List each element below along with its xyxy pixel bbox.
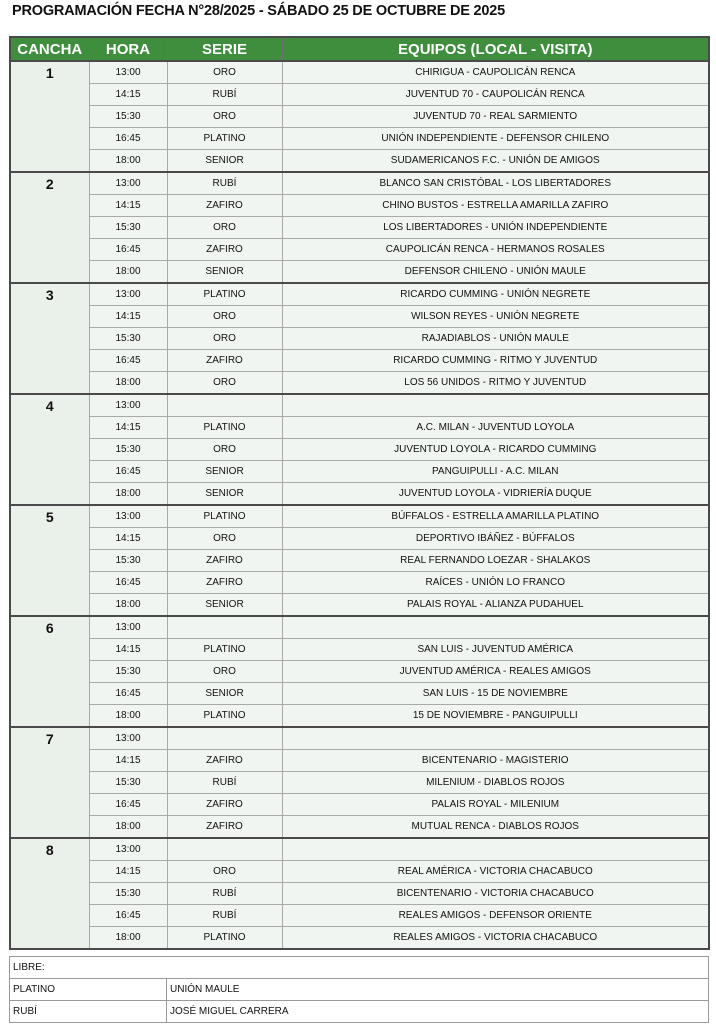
cancha-number: 3 bbox=[10, 283, 89, 394]
libre-header-row bbox=[10, 957, 709, 979]
match-serie: PLATINO bbox=[167, 639, 282, 661]
match-serie: RUBÍ bbox=[167, 883, 282, 905]
match-row bbox=[10, 128, 709, 150]
match-teams: SUDAMERICANOS F.C. - UNIÓN DE AMIGOS bbox=[282, 150, 709, 173]
libre-row bbox=[10, 1001, 709, 1023]
match-row bbox=[10, 61, 709, 84]
match-serie: SENIOR bbox=[167, 150, 282, 173]
match-row bbox=[10, 394, 709, 417]
match-row bbox=[10, 461, 709, 483]
libre-equipo: JOSÉ MIGUEL CARRERA bbox=[167, 1001, 709, 1023]
match-time: 14:15 bbox=[89, 750, 167, 772]
match-serie: SENIOR bbox=[167, 594, 282, 617]
match-time: 16:45 bbox=[89, 461, 167, 483]
match-teams: MUTUAL RENCA - DIABLOS ROJOS bbox=[282, 816, 709, 839]
match-row bbox=[10, 417, 709, 439]
match-teams bbox=[282, 727, 709, 750]
match-teams: PANGUIPULLI - A.C. MILAN bbox=[282, 461, 709, 483]
match-row bbox=[10, 861, 709, 883]
match-serie: ORO bbox=[167, 439, 282, 461]
match-time: 18:00 bbox=[89, 372, 167, 395]
match-time: 14:15 bbox=[89, 84, 167, 106]
match-row bbox=[10, 528, 709, 550]
libre-row bbox=[10, 979, 709, 1001]
match-row bbox=[10, 705, 709, 728]
match-row bbox=[10, 505, 709, 528]
header-cancha: CANCHA bbox=[10, 37, 89, 61]
match-teams bbox=[282, 616, 709, 639]
match-teams: REAL AMÉRICA - VICTORIA CHACABUCO bbox=[282, 861, 709, 883]
match-row bbox=[10, 550, 709, 572]
match-serie: PLATINO bbox=[167, 927, 282, 950]
match-row bbox=[10, 927, 709, 950]
match-time: 13:00 bbox=[89, 505, 167, 528]
match-serie: RUBÍ bbox=[167, 84, 282, 106]
match-time: 16:45 bbox=[89, 128, 167, 150]
match-time: 15:30 bbox=[89, 439, 167, 461]
match-teams: JUVENTUD 70 - REAL SARMIENTO bbox=[282, 106, 709, 128]
cancha-number: 4 bbox=[10, 394, 89, 505]
match-teams: RAJADIABLOS - UNIÓN MAULE bbox=[282, 328, 709, 350]
match-row bbox=[10, 683, 709, 705]
match-serie: ORO bbox=[167, 861, 282, 883]
cancha-number: 8 bbox=[10, 838, 89, 949]
match-row bbox=[10, 750, 709, 772]
match-time: 16:45 bbox=[89, 572, 167, 594]
match-serie: PLATINO bbox=[167, 417, 282, 439]
header-hora: HORA bbox=[89, 37, 167, 61]
match-row bbox=[10, 572, 709, 594]
match-time: 14:15 bbox=[89, 639, 167, 661]
match-row bbox=[10, 794, 709, 816]
match-time: 14:15 bbox=[89, 861, 167, 883]
match-row bbox=[10, 106, 709, 128]
schedule-table bbox=[9, 36, 710, 950]
match-time: 14:15 bbox=[89, 306, 167, 328]
match-time: 18:00 bbox=[89, 150, 167, 173]
match-teams: UNIÓN INDEPENDIENTE - DEFENSOR CHILENO bbox=[282, 128, 709, 150]
match-row bbox=[10, 172, 709, 195]
cancha-number: 6 bbox=[10, 616, 89, 727]
match-row bbox=[10, 905, 709, 927]
page-title: PROGRAMACIÓN FECHA N°28/2025 - SÁBADO 25 DE OCTUBRE DE 2025 bbox=[12, 3, 506, 19]
match-serie: ORO bbox=[167, 328, 282, 350]
match-serie bbox=[167, 616, 282, 639]
match-serie: SENIOR bbox=[167, 683, 282, 705]
match-serie: ORO bbox=[167, 217, 282, 239]
match-row bbox=[10, 283, 709, 306]
match-time: 13:00 bbox=[89, 394, 167, 417]
match-time: 16:45 bbox=[89, 350, 167, 372]
match-time: 13:00 bbox=[89, 727, 167, 750]
match-time: 13:00 bbox=[89, 61, 167, 84]
match-serie: ORO bbox=[167, 61, 282, 84]
match-time: 14:15 bbox=[89, 417, 167, 439]
match-teams: RICARDO CUMMING - UNIÓN NEGRETE bbox=[282, 283, 709, 306]
match-row bbox=[10, 239, 709, 261]
match-row bbox=[10, 838, 709, 861]
match-serie: ORO bbox=[167, 661, 282, 683]
match-serie: SENIOR bbox=[167, 483, 282, 506]
match-row bbox=[10, 195, 709, 217]
match-serie: ZAFIRO bbox=[167, 239, 282, 261]
match-time: 18:00 bbox=[89, 705, 167, 728]
match-row bbox=[10, 883, 709, 905]
match-teams: SAN LUIS - 15 DE NOVIEMBRE bbox=[282, 683, 709, 705]
match-teams: PALAIS ROYAL - ALIANZA PUDAHUEL bbox=[282, 594, 709, 617]
match-teams: A.C. MILAN - JUVENTUD LOYOLA bbox=[282, 417, 709, 439]
match-row bbox=[10, 84, 709, 106]
match-teams: BICENTENARIO - VICTORIA CHACABUCO bbox=[282, 883, 709, 905]
match-time: 15:30 bbox=[89, 217, 167, 239]
match-row bbox=[10, 616, 709, 639]
match-serie: PLATINO bbox=[167, 505, 282, 528]
match-time: 15:30 bbox=[89, 550, 167, 572]
match-serie: RUBÍ bbox=[167, 172, 282, 195]
match-serie: ZAFIRO bbox=[167, 195, 282, 217]
match-time: 14:15 bbox=[89, 195, 167, 217]
match-row bbox=[10, 661, 709, 683]
match-serie: ORO bbox=[167, 372, 282, 395]
libre-serie: RUBÍ bbox=[10, 1001, 167, 1023]
match-teams bbox=[282, 838, 709, 861]
match-time: 15:30 bbox=[89, 883, 167, 905]
match-teams: REALES AMIGOS - VICTORIA CHACABUCO bbox=[282, 927, 709, 950]
match-serie: ORO bbox=[167, 528, 282, 550]
match-teams: SAN LUIS - JUVENTUD AMÉRICA bbox=[282, 639, 709, 661]
match-teams: LOS 56 UNIDOS - RITMO Y JUVENTUD bbox=[282, 372, 709, 395]
match-time: 13:00 bbox=[89, 172, 167, 195]
match-teams: JUVENTUD AMÉRICA - REALES AMIGOS bbox=[282, 661, 709, 683]
match-teams: CHINO BUSTOS - ESTRELLA AMARILLA ZAFIRO bbox=[282, 195, 709, 217]
match-serie: PLATINO bbox=[167, 705, 282, 728]
match-teams: WILSON REYES - UNIÓN NEGRETE bbox=[282, 306, 709, 328]
match-serie: PLATINO bbox=[167, 283, 282, 306]
match-row bbox=[10, 372, 709, 395]
match-teams: DEPORTIVO IBÁÑEZ - BÚFFALOS bbox=[282, 528, 709, 550]
schedule-body bbox=[10, 61, 709, 949]
libre-serie: PLATINO bbox=[10, 979, 167, 1001]
match-time: 15:30 bbox=[89, 106, 167, 128]
libre-label: LIBRE: bbox=[10, 957, 709, 979]
match-row bbox=[10, 772, 709, 794]
match-teams: PALAIS ROYAL - MILENIUM bbox=[282, 794, 709, 816]
cancha-number: 5 bbox=[10, 505, 89, 616]
match-time: 16:45 bbox=[89, 239, 167, 261]
match-time: 16:45 bbox=[89, 794, 167, 816]
header-serie: SERIE bbox=[167, 37, 282, 61]
match-teams: RICARDO CUMMING - RITMO Y JUVENTUD bbox=[282, 350, 709, 372]
match-serie: SENIOR bbox=[167, 261, 282, 284]
header-row bbox=[10, 37, 709, 61]
cancha-number: 7 bbox=[10, 727, 89, 838]
match-teams: DEFENSOR CHILENO - UNIÓN MAULE bbox=[282, 261, 709, 284]
match-row bbox=[10, 483, 709, 506]
match-time: 15:30 bbox=[89, 772, 167, 794]
match-serie: ZAFIRO bbox=[167, 572, 282, 594]
match-teams: 15 DE NOVIEMBRE - PANGUIPULLI bbox=[282, 705, 709, 728]
match-time: 18:00 bbox=[89, 261, 167, 284]
match-serie: ZAFIRO bbox=[167, 794, 282, 816]
match-teams: RAÍCES - UNIÓN LO FRANCO bbox=[282, 572, 709, 594]
match-teams: CAUPOLICÁN RENCA - HERMANOS ROSALES bbox=[282, 239, 709, 261]
match-serie: ORO bbox=[167, 306, 282, 328]
header-equipos: EQUIPOS (LOCAL - VISITA) bbox=[282, 37, 709, 61]
match-teams: JUVENTUD 70 - CAUPOLICÁN RENCA bbox=[282, 84, 709, 106]
match-serie: PLATINO bbox=[167, 128, 282, 150]
match-time: 13:00 bbox=[89, 838, 167, 861]
match-teams bbox=[282, 394, 709, 417]
match-teams: BLANCO SAN CRISTÓBAL - LOS LIBERTADORES bbox=[282, 172, 709, 195]
match-row bbox=[10, 816, 709, 839]
match-row bbox=[10, 727, 709, 750]
match-serie bbox=[167, 727, 282, 750]
match-serie: ORO bbox=[167, 106, 282, 128]
match-time: 13:00 bbox=[89, 616, 167, 639]
cancha-number: 1 bbox=[10, 61, 89, 172]
match-time: 18:00 bbox=[89, 594, 167, 617]
cancha-number: 2 bbox=[10, 172, 89, 283]
match-serie: ZAFIRO bbox=[167, 550, 282, 572]
match-teams: BICENTENARIO - MAGISTERIO bbox=[282, 750, 709, 772]
match-serie: ZAFIRO bbox=[167, 816, 282, 839]
match-serie: ZAFIRO bbox=[167, 750, 282, 772]
match-teams: MILENIUM - DIABLOS ROJOS bbox=[282, 772, 709, 794]
match-serie bbox=[167, 394, 282, 417]
match-time: 16:45 bbox=[89, 683, 167, 705]
match-time: 15:30 bbox=[89, 328, 167, 350]
match-time: 18:00 bbox=[89, 816, 167, 839]
match-teams: BÚFFALOS - ESTRELLA AMARILLA PLATINO bbox=[282, 505, 709, 528]
match-row bbox=[10, 261, 709, 284]
libre-equipo: UNIÓN MAULE bbox=[167, 979, 709, 1001]
libre-table bbox=[9, 956, 709, 1023]
match-serie: ZAFIRO bbox=[167, 350, 282, 372]
match-time: 16:45 bbox=[89, 905, 167, 927]
match-teams: CHIRIGUA - CAUPOLICÁN RENCA bbox=[282, 61, 709, 84]
match-row bbox=[10, 328, 709, 350]
match-row bbox=[10, 150, 709, 173]
match-time: 14:15 bbox=[89, 528, 167, 550]
match-serie: RUBÍ bbox=[167, 905, 282, 927]
match-teams: JUVENTUD LOYOLA - VIDRIERÍA DUQUE bbox=[282, 483, 709, 506]
match-time: 18:00 bbox=[89, 483, 167, 506]
match-teams: LOS LIBERTADORES - UNIÓN INDEPENDIENTE bbox=[282, 217, 709, 239]
match-teams: REALES AMIGOS - DEFENSOR ORIENTE bbox=[282, 905, 709, 927]
match-serie bbox=[167, 838, 282, 861]
match-row bbox=[10, 594, 709, 617]
match-row bbox=[10, 217, 709, 239]
match-row bbox=[10, 439, 709, 461]
match-row bbox=[10, 350, 709, 372]
match-teams: JUVENTUD LOYOLA - RICARDO CUMMING bbox=[282, 439, 709, 461]
match-time: 13:00 bbox=[89, 283, 167, 306]
match-time: 18:00 bbox=[89, 927, 167, 950]
match-row bbox=[10, 639, 709, 661]
match-teams: REAL FERNANDO LOEZAR - SHALAKOS bbox=[282, 550, 709, 572]
match-serie: SENIOR bbox=[167, 461, 282, 483]
match-time: 15:30 bbox=[89, 661, 167, 683]
match-serie: RUBÍ bbox=[167, 772, 282, 794]
match-row bbox=[10, 306, 709, 328]
